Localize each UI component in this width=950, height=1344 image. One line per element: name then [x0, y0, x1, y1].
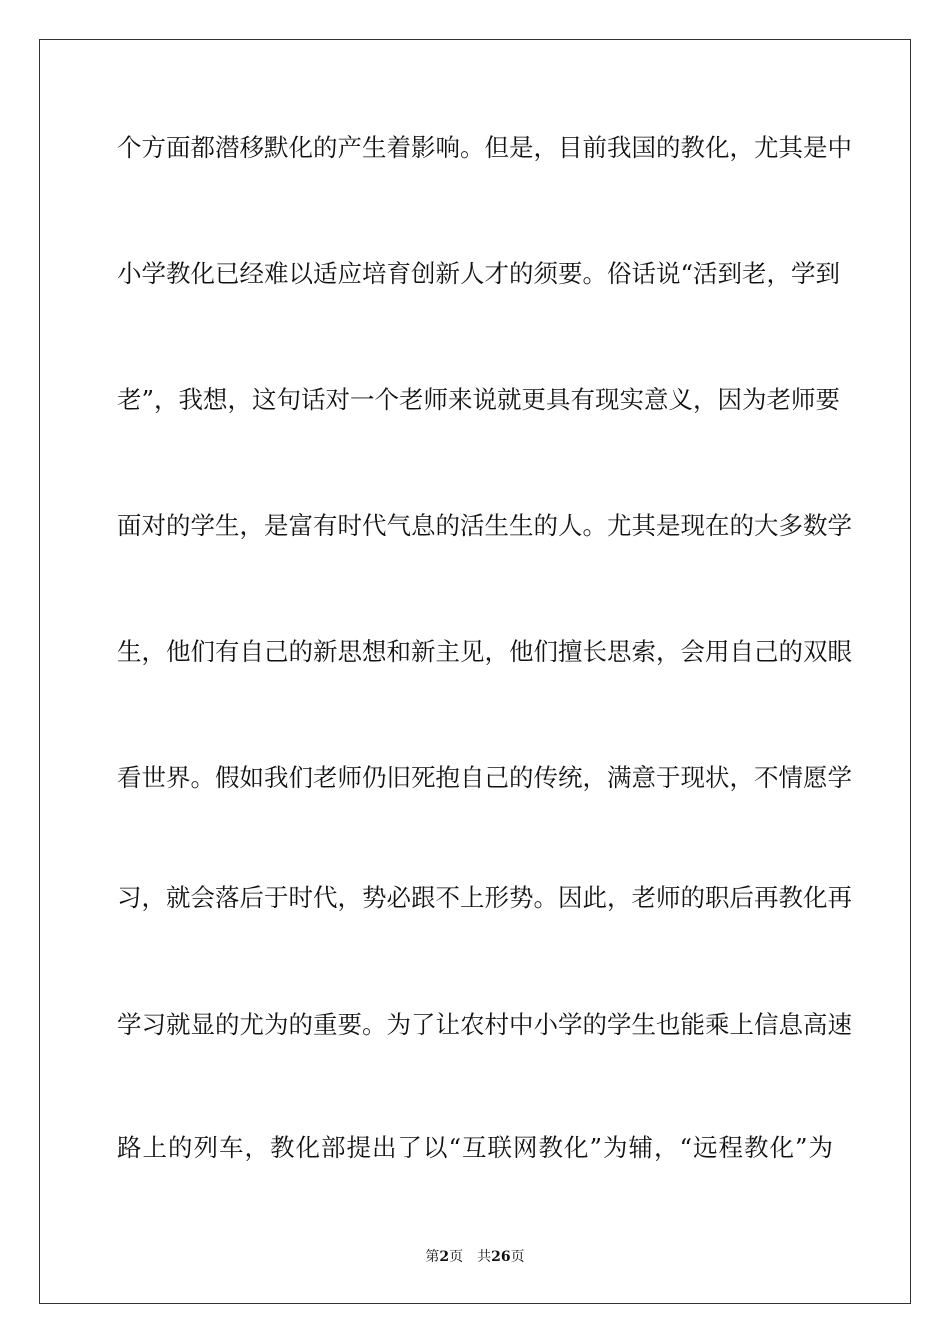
- paragraph-line: 小学教化已经难以适应培育创新人才的须要。俗话说“活到老，学到: [117, 259, 841, 288]
- paragraph-line: 老”，我想，这句话对一个老师来说就更具有现实意义，因为老师要: [117, 385, 841, 414]
- paragraph-line: 生，他们有自己的新思想和新主见，他们擅长思索，会用自己的双眼: [117, 637, 852, 666]
- page-footer: [0, 1248, 950, 1266]
- page-prefix: 第: [425, 1249, 440, 1265]
- page-suffix: 页: [449, 1249, 464, 1265]
- total-pages: 26: [491, 1249, 511, 1265]
- paragraph-line: 面对的学生，是富有时代气息的活生生的人。尤其是现在的大多数学: [117, 511, 852, 540]
- total-prefix: 共: [477, 1249, 492, 1265]
- page-number: 2: [439, 1249, 450, 1265]
- paragraph-line: 路上的列车，教化部提出了以“互联网教化”为辅，“远程教化”为: [117, 1133, 833, 1162]
- total-suffix: 页: [510, 1249, 525, 1265]
- page-border: [39, 39, 911, 1304]
- paragraph-line: 看世界。假如我们老师仍旧死抱自己的传统，满意于现状，不情愿学: [117, 763, 852, 792]
- paragraph-line: 习，就会落后于时代，势必跟不上形势。因此，老师的职后再教化再: [117, 883, 852, 912]
- paragraph-line: 个方面都潜移默化的产生着影响。但是，目前我国的教化，尤其是中: [117, 133, 852, 162]
- paragraph-line: 学习就显的尤为的重要。为了让农村中小学的学生也能乘上信息高速: [117, 1010, 852, 1039]
